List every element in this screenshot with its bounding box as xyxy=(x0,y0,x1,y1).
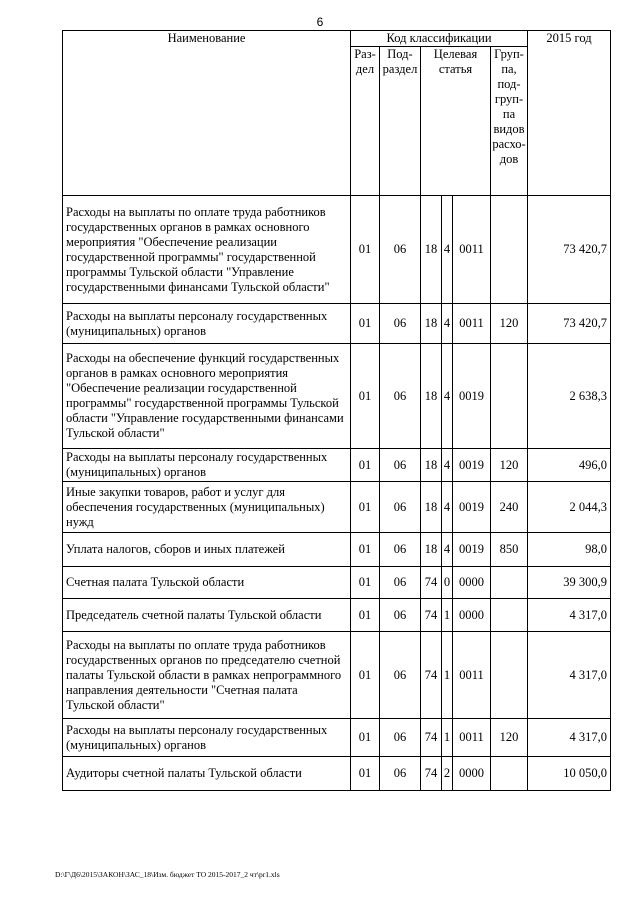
row-name: Аудиторы счетной палаты Тульской области xyxy=(63,757,351,791)
table-row xyxy=(63,482,611,533)
header-code: Код классификации xyxy=(351,31,528,47)
direction-code: 0000 xyxy=(453,567,491,599)
direction-code: 0019 xyxy=(453,449,491,482)
podrazdel-code: 06 xyxy=(380,719,421,757)
table-row xyxy=(63,533,611,567)
row-name: Расходы на выплаты персоналу государственных (муниципальных) органов xyxy=(63,449,351,482)
header-podrazdel: Под-раздел xyxy=(380,47,421,196)
table-row xyxy=(63,196,611,304)
subprogram-code: 4 xyxy=(442,482,453,533)
table-row xyxy=(63,567,611,599)
expense-type-code xyxy=(491,344,528,449)
subprogram-code: 4 xyxy=(442,533,453,567)
program-code: 74 xyxy=(421,719,442,757)
subprogram-code: 4 xyxy=(442,344,453,449)
expense-type-code: 120 xyxy=(491,719,528,757)
razdel-code: 01 xyxy=(351,632,380,719)
amount-2015: 4 317,0 xyxy=(528,632,611,719)
razdel-code: 01 xyxy=(351,482,380,533)
direction-code: 0011 xyxy=(453,304,491,344)
podrazdel-code: 06 xyxy=(380,304,421,344)
header-name: Наименование xyxy=(63,31,351,196)
subprogram-code: 1 xyxy=(442,632,453,719)
podrazdel-code: 06 xyxy=(380,482,421,533)
direction-code: 0011 xyxy=(453,196,491,304)
amount-2015: 73 420,7 xyxy=(528,304,611,344)
subprogram-code: 4 xyxy=(442,449,453,482)
expense-type-code xyxy=(491,196,528,304)
header-gruppa: Груп-па, под-груп-па видов расхо-дов xyxy=(491,47,528,196)
row-name: Расходы на выплаты по оплате труда работников государственных органов по председателю счетной палаты Тульской области в рамках непрограммного направления деятельности "Счетная палата Тульской области" xyxy=(63,632,351,719)
direction-code: 0019 xyxy=(453,482,491,533)
program-code: 18 xyxy=(421,533,442,567)
program-code: 74 xyxy=(421,632,442,719)
razdel-code: 01 xyxy=(351,449,380,482)
expense-type-code: 120 xyxy=(491,304,528,344)
direction-code: 0000 xyxy=(453,757,491,791)
razdel-code: 01 xyxy=(351,757,380,791)
header-year: 2015 год xyxy=(528,31,611,196)
amount-2015: 496,0 xyxy=(528,449,611,482)
podrazdel-code: 06 xyxy=(380,344,421,449)
expense-type-code xyxy=(491,599,528,632)
row-name: Расходы на выплаты персоналу государственных (муниципальных) органов xyxy=(63,719,351,757)
amount-2015: 10 050,0 xyxy=(528,757,611,791)
razdel-code: 01 xyxy=(351,567,380,599)
direction-code: 0000 xyxy=(453,599,491,632)
subprogram-code: 1 xyxy=(442,599,453,632)
amount-2015: 4 317,0 xyxy=(528,719,611,757)
table-row xyxy=(63,449,611,482)
table-row xyxy=(63,599,611,632)
amount-2015: 2 044,3 xyxy=(528,482,611,533)
direction-code: 0019 xyxy=(453,533,491,567)
subprogram-code: 4 xyxy=(442,196,453,304)
podrazdel-code: 06 xyxy=(380,599,421,632)
table-row xyxy=(63,757,611,791)
row-name: Расходы на обеспечение функций государственных органов в рамках основного мероприятия "Обеспечение реализации государственной программы" государственной программы Тульской области "Управление государственными финансами Тульской области" xyxy=(63,344,351,449)
podrazdel-code: 06 xyxy=(380,196,421,304)
direction-code: 0011 xyxy=(453,719,491,757)
podrazdel-code: 06 xyxy=(380,449,421,482)
row-name: Расходы на выплаты по оплате труда работников государственных органов в рамках основного мероприятия "Обеспечение реализации государственной программы" государственной программы Тульской области "Управление государственными финансами Тульской области" xyxy=(63,196,351,304)
program-code: 18 xyxy=(421,482,442,533)
program-code: 74 xyxy=(421,757,442,791)
expense-type-code: 850 xyxy=(491,533,528,567)
expense-type-code xyxy=(491,632,528,719)
razdel-code: 01 xyxy=(351,196,380,304)
table-row xyxy=(63,304,611,344)
direction-code: 0011 xyxy=(453,632,491,719)
file-path-footer: D:\Г\Д6\2015\ЗАКОН\ЗАС_18\Изм. бюджет ТО 2015-2017_2 чт\pr1.xls xyxy=(55,870,280,879)
program-code: 18 xyxy=(421,196,442,304)
expense-type-code xyxy=(491,567,528,599)
expense-type-code: 120 xyxy=(491,449,528,482)
subprogram-code: 0 xyxy=(442,567,453,599)
subprogram-code: 1 xyxy=(442,719,453,757)
program-code: 18 xyxy=(421,304,442,344)
razdel-code: 01 xyxy=(351,719,380,757)
program-code: 74 xyxy=(421,599,442,632)
razdel-code: 01 xyxy=(351,344,380,449)
subprogram-code: 4 xyxy=(442,304,453,344)
table-row xyxy=(63,719,611,757)
program-code: 74 xyxy=(421,567,442,599)
podrazdel-code: 06 xyxy=(380,757,421,791)
subprogram-code: 2 xyxy=(442,757,453,791)
expense-type-code xyxy=(491,757,528,791)
expense-type-code: 240 xyxy=(491,482,528,533)
header-razdel: Раз-дел xyxy=(351,47,380,196)
row-name: Уплата налогов, сборов и иных платежей xyxy=(63,533,351,567)
table-row xyxy=(63,344,611,449)
razdel-code: 01 xyxy=(351,533,380,567)
amount-2015: 2 638,3 xyxy=(528,344,611,449)
direction-code: 0019 xyxy=(453,344,491,449)
row-name: Иные закупки товаров, работ и услуг для обеспечения государственных (муниципальных) нужд xyxy=(63,482,351,533)
program-code: 18 xyxy=(421,344,442,449)
page-number: 6 xyxy=(316,15,324,29)
amount-2015: 39 300,9 xyxy=(528,567,611,599)
program-code: 18 xyxy=(421,449,442,482)
row-name: Председатель счетной палаты Тульской области xyxy=(63,599,351,632)
podrazdel-code: 06 xyxy=(380,567,421,599)
header-celevaya: Целевая статья xyxy=(421,47,491,196)
razdel-code: 01 xyxy=(351,304,380,344)
amount-2015: 98,0 xyxy=(528,533,611,567)
table-row xyxy=(63,632,611,719)
podrazdel-code: 06 xyxy=(380,533,421,567)
podrazdel-code: 06 xyxy=(380,632,421,719)
amount-2015: 4 317,0 xyxy=(528,599,611,632)
row-name: Расходы на выплаты персоналу государственных (муниципальных) органов xyxy=(63,304,351,344)
razdel-code: 01 xyxy=(351,599,380,632)
amount-2015: 73 420,7 xyxy=(528,196,611,304)
budget-table xyxy=(62,30,611,791)
row-name: Счетная палата Тульской области xyxy=(63,567,351,599)
